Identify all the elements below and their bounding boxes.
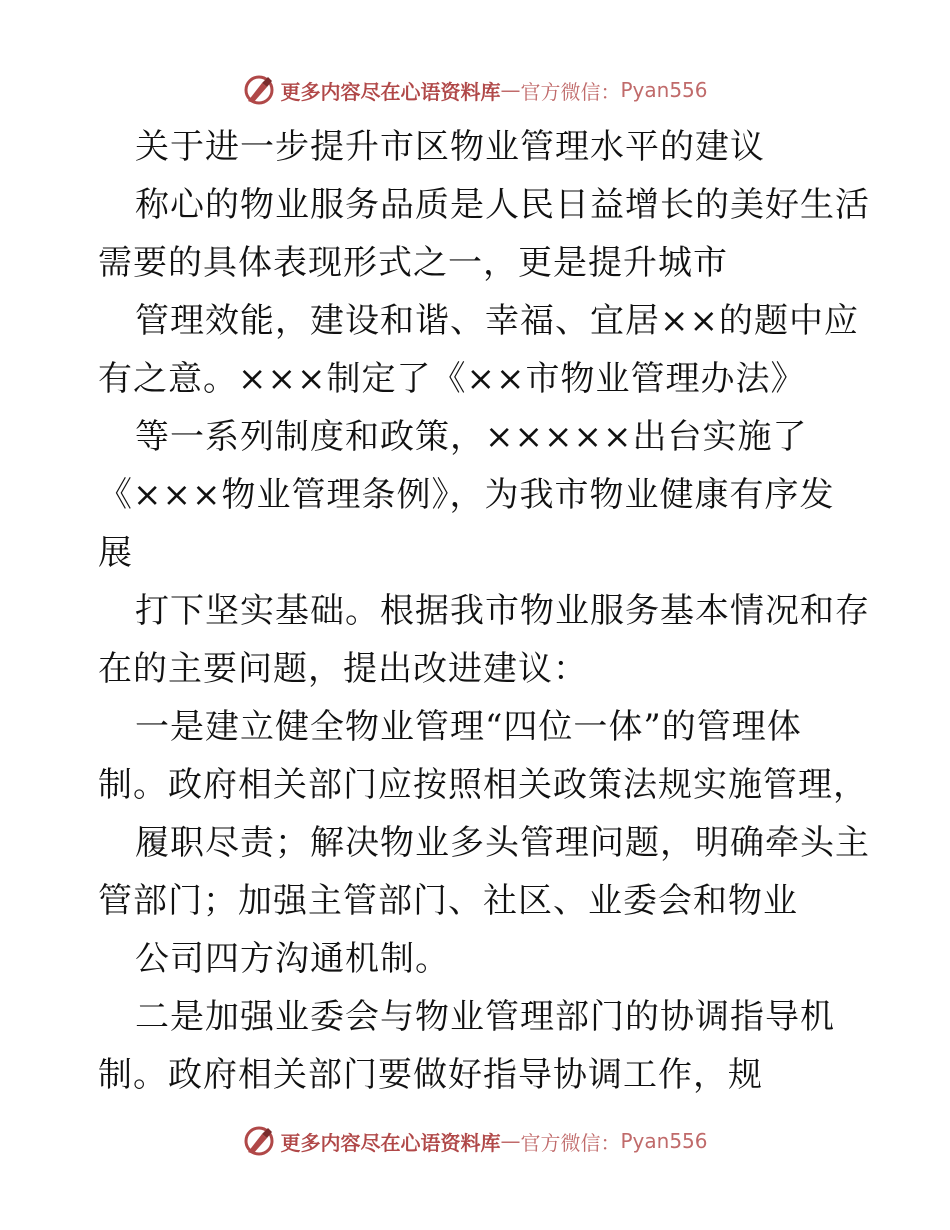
header-watermark xyxy=(0,70,950,110)
watermark-contact-id: Pyan556 xyxy=(620,1129,708,1153)
paragraph-line: 管理效能，建设和谐、幸福、宜居××的题中应 xyxy=(135,301,859,341)
paragraph-line: 在的主要问题，提出改进建议： xyxy=(98,649,588,689)
paragraph-line: 需要的具体表现形式之一，更是提升城市 xyxy=(98,243,728,283)
paragraph-line: 展 xyxy=(98,533,133,573)
paragraph-line: 制。政府相关部门要做好指导协调工作，规 xyxy=(98,1055,763,1095)
paragraph-line: 等一系列制度和政策，×××××出台实施了 xyxy=(135,417,808,457)
paragraph-line: 公司四方沟通机制。 xyxy=(135,939,450,979)
paragraph-line: 履职尽责；解决物业多头管理问题，明确牵头主 xyxy=(135,823,870,863)
watermark-separator: — xyxy=(500,1129,521,1153)
paragraph-line: 称心的物业服务品质是人民日益增长的美好生活 xyxy=(135,185,870,225)
paragraph-line: 有之意。×××制定了《××市物业管理办法》 xyxy=(98,359,806,399)
paragraph-line: 制。政府相关部门应按照相关政策法规实施管理， xyxy=(98,765,868,805)
watermark-brand-text: 更多内容尽在心语资料库 xyxy=(280,1130,501,1155)
watermark-contact-label: 官方微信： xyxy=(520,79,621,104)
paragraph-line: 管部门；加强主管部门、社区、业委会和物业 xyxy=(98,881,798,921)
paragraph-line: 《×××物业管理条例》，为我市物业健康有序发 xyxy=(98,475,835,515)
paragraph-line: 打下坚实基础。根据我市物业服务基本情况和存 xyxy=(135,591,870,631)
watermark-brand-text: 更多内容尽在心语资料库 xyxy=(280,79,501,104)
document-title: 关于进一步提升市区物业管理水平的建议 xyxy=(135,127,765,167)
paragraph-line: 二是加强业委会与物业管理部门的协调指导机 xyxy=(135,997,835,1037)
document-body xyxy=(98,118,870,1104)
watermark-contact-id: Pyan556 xyxy=(620,78,708,102)
watermark-separator: — xyxy=(500,78,521,102)
pen-logo-icon xyxy=(242,73,276,107)
watermark-contact-label: 官方微信： xyxy=(520,1130,621,1155)
footer-watermark xyxy=(0,1121,950,1161)
paragraph-line: 一是建立健全物业管理“四位一体”的管理体 xyxy=(135,707,802,747)
pen-logo-icon xyxy=(242,1124,276,1158)
